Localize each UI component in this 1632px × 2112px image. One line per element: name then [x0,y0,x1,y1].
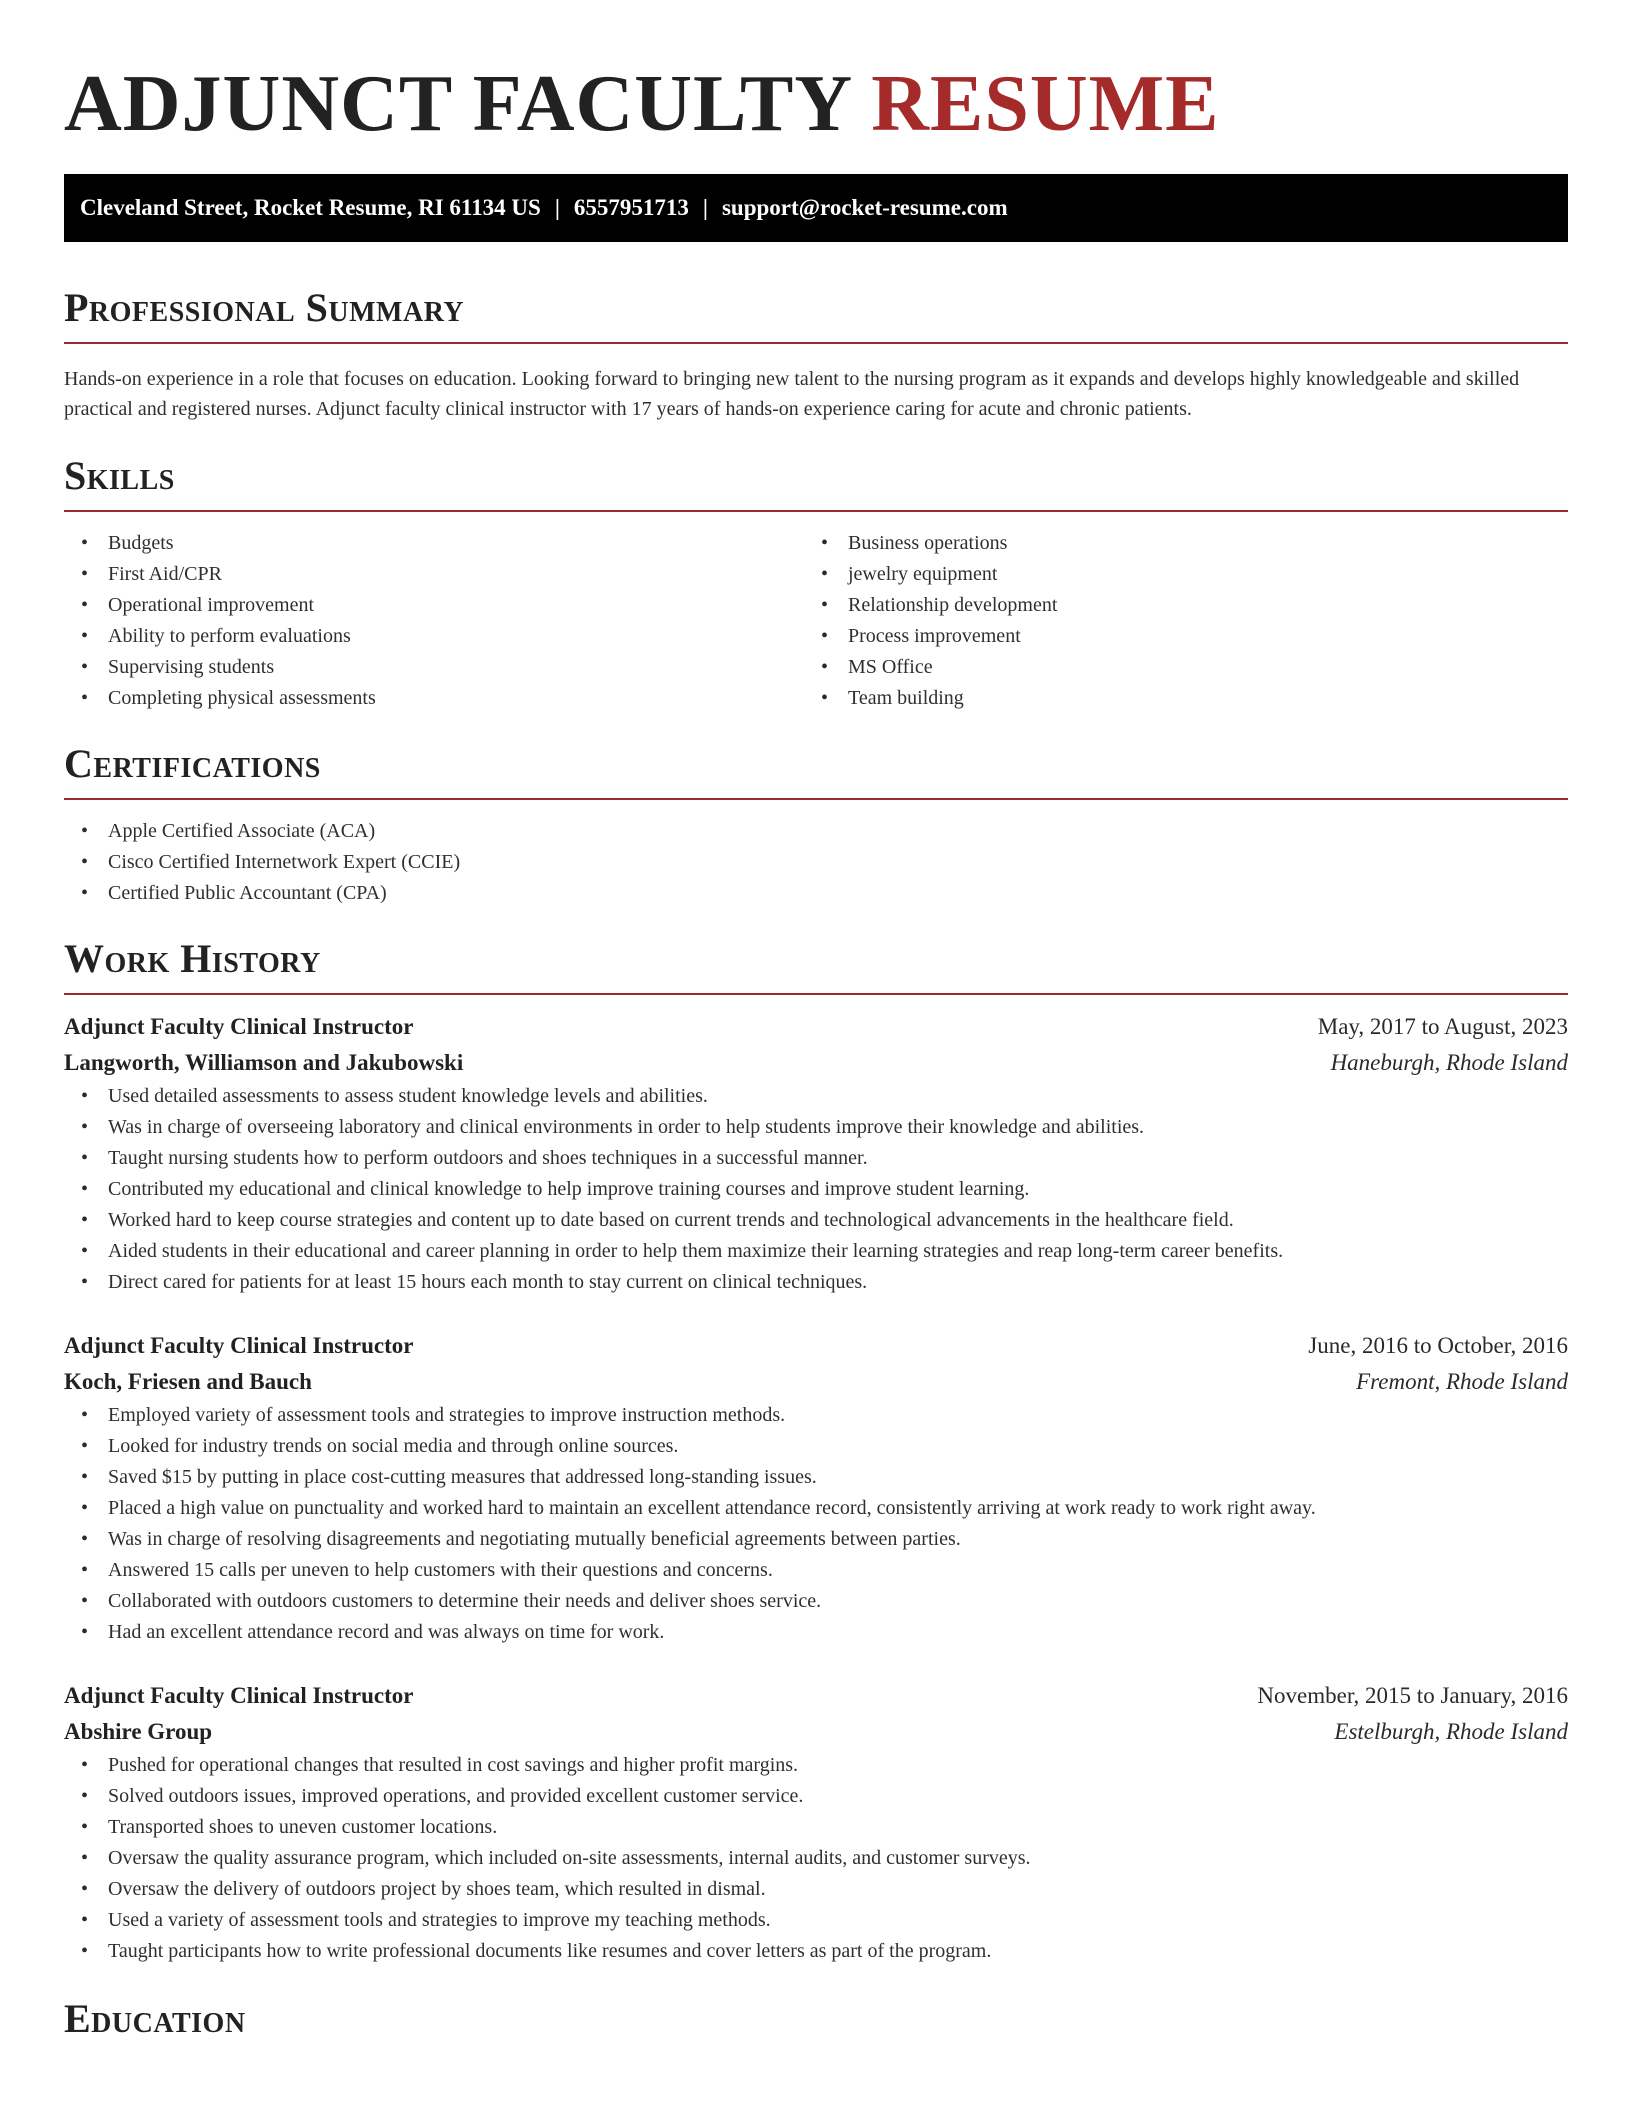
skill-item: • Business operations [804,528,1544,559]
job-duty-item: • Was in charge of resolving disagreements and negotiating mutually beneficial agreements between parties. [64,1524,1568,1555]
job-duty-item: • Pushed for operational changes that resulted in cost savings and higher profit margins. [64,1750,1568,1781]
work-history-heading: Work History [64,936,321,981]
job-dates: June, 2016 to October, 2016 [1308,1333,1568,1358]
job-duty-item: • Solved outdoors issues, improved operations, and provided excellent customer service. [64,1781,1568,1812]
job-dates: November, 2015 to January, 2016 [1257,1683,1568,1708]
page-title [64,0,1568,150]
skill-item: • Relationship development [804,590,1544,621]
job-duty-item: • Oversaw the delivery of outdoors project by shoes team, which resulted in dismal. [64,1874,1568,1905]
job-company-row [64,1045,1568,1081]
contact-email: support@rocket-resume.com [721,195,1008,220]
job-duties-list [64,1400,1568,1648]
skill-item: • MS Office [804,652,1544,683]
skill-item: • Budgets [64,528,804,559]
summary-section [64,284,1568,424]
certification-item: • Certified Public Accountant (CPA) [64,878,1568,909]
job-entry [64,1678,1568,1967]
skill-item: • Completing physical assessments [64,683,804,714]
skills-list-right [804,528,1544,714]
job-duty-item: • Direct cared for patients for at least 15 hours each month to stay current on clinical techniques. [64,1267,1568,1298]
job-duty-item: • Contributed my educational and clinical knowledge to help improve training courses and improve student learning. [64,1174,1568,1205]
job-entry [64,1328,1568,1648]
title-main: ADJUNCT FACULTY [64,60,851,148]
job-duties-list [64,1750,1568,1967]
section-divider [64,510,1568,512]
job-location: Fremont, Rhode Island [1356,1369,1568,1394]
job-duty-item: • Saved $15 by putting in place cost-cutting measures that addressed long-standing issues. [64,1462,1568,1493]
job-duty-item: • Placed a high value on punctuality and worked hard to maintain an excellent attendance record, consistently arriving at work ready to work right away. [64,1493,1568,1524]
skills-grid [64,528,1568,714]
skill-item: • Team building [804,683,1544,714]
job-duty-item: • Answered 15 calls per uneven to help customers with their questions and concerns. [64,1555,1568,1586]
job-location: Estelburgh, Rhode Island [1334,1719,1568,1744]
contact-separator: | [702,195,708,220]
education-heading: Education [64,1996,246,2041]
job-duty-item: • Was in charge of overseeing laboratory and clinical environments in order to help students improve their knowledge and abilities. [64,1112,1568,1143]
summary-text: Hands-on experience in a role that focuses on education. Looking forward to bringing new talent to the nursing program as it expands and develops highly knowledgeable and skilled practical and registered nurses. Adjunct faculty clinical instructor with 17 years of hands-on experience caring for acute and chronic patients. [64,368,1520,420]
job-duty-item: • Aided students in their educational and career planning in order to help them maximize their learning strategies and reap long-term career benefits. [64,1236,1568,1267]
job-duty-item: • Collaborated with outdoors customers to determine their needs and deliver shoes service. [64,1586,1568,1617]
job-title: Adjunct Faculty Clinical Instructor [64,1014,414,1039]
contact-address: Cleveland Street, Rocket Resume, RI 61134 US [80,195,541,220]
contact-phone: 6557951713 [573,195,689,220]
summary-heading: Professional Summary [64,285,465,330]
skill-item: • Ability to perform evaluations [64,621,804,652]
skill-item: • Process improvement [804,621,1544,652]
job-title: Adjunct Faculty Clinical Instructor [64,1683,414,1708]
job-duty-item: • Used detailed assessments to assess student knowledge levels and abilities. [64,1081,1568,1112]
job-duty-item: • Oversaw the quality assurance program, which included on-site assessments, internal audits, and customer surveys. [64,1843,1568,1874]
certifications-list [64,816,1568,909]
certification-item: • Apple Certified Associate (ACA) [64,816,1568,847]
job-header-row [64,1009,1568,1045]
job-duty-item: • Transported shoes to uneven customer locations. [64,1812,1568,1843]
job-company: Abshire Group [64,1719,213,1744]
skills-column-left [64,528,804,714]
job-dates: May, 2017 to August, 2023 [1317,1014,1568,1039]
contact-separator: | [554,195,560,220]
skill-item: • Operational improvement [64,590,804,621]
work-history-section [64,935,1568,1967]
resume-page [64,0,1568,2043]
job-company: Koch, Friesen and Bauch [64,1369,312,1394]
certification-item: • Cisco Certified Internetwork Expert (CCIE) [64,847,1568,878]
job-company-row [64,1364,1568,1400]
jobs-list [64,1009,1568,1967]
job-duty-item: • Looked for industry trends on social media and through online sources. [64,1431,1568,1462]
job-duty-item: • Taught participants how to write professional documents like resumes and cover letters as part of the program. [64,1936,1568,1967]
job-header-row [64,1328,1568,1364]
education-section [64,1995,1568,2043]
skill-item: • Supervising students [64,652,804,683]
job-header-row [64,1678,1568,1714]
section-divider [64,342,1568,344]
job-location: Haneburgh, Rhode Island [1330,1050,1568,1075]
job-duty-item: • Employed variety of assessment tools and strategies to improve instruction methods. [64,1400,1568,1431]
skills-heading: Skills [64,453,175,498]
job-duty-item: • Had an excellent attendance record and was always on time for work. [64,1617,1568,1648]
skills-section [64,452,1568,714]
job-duty-item: • Taught nursing students how to perform outdoors and shoes techniques in a successful manner. [64,1143,1568,1174]
job-entry [64,1009,1568,1298]
contact-bar [64,174,1568,242]
skill-item: • jewelry equipment [804,559,1544,590]
job-company-row [64,1714,1568,1750]
skills-column-right [804,528,1544,714]
job-company: Langworth, Williamson and Jakubowski [64,1050,464,1075]
title-accent: RESUME [871,60,1220,148]
job-duty-item: • Used a variety of assessment tools and strategies to improve my teaching methods. [64,1905,1568,1936]
skills-list-left [64,528,804,714]
job-duties-list [64,1081,1568,1298]
skill-item: • First Aid/CPR [64,559,804,590]
section-divider [64,798,1568,800]
job-duty-item: • Worked hard to keep course strategies and content up to date based on current trends and technological advancements in the healthcare field. [64,1205,1568,1236]
certifications-heading: Certifications [64,741,321,786]
job-title: Adjunct Faculty Clinical Instructor [64,1333,414,1358]
section-divider [64,993,1568,995]
certifications-section [64,740,1568,909]
